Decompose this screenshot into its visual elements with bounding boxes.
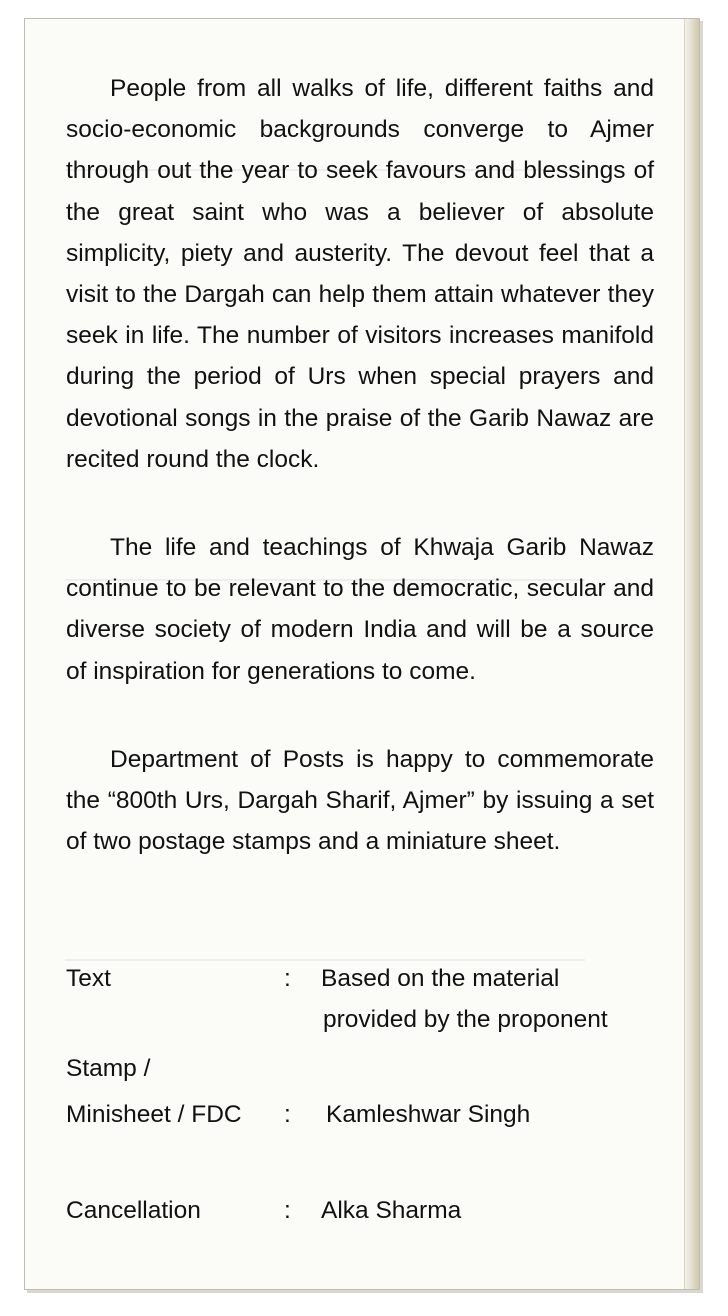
credit-text-label: Text: [66, 965, 111, 992]
credit-stamp-label-line2: Minisheet / FDC: [66, 1101, 242, 1128]
paragraph-teachings-text: The life and teachings of Khwaja Garib Nawaz continue to be relevant to the democratic, secular and diverse society of modern India and will be a source of inspiration for generations to come.: [66, 534, 654, 685]
credit-separator: :: [284, 1197, 291, 1224]
credit-cancellation-value: Alka Sharma: [321, 1197, 462, 1224]
credit-text-value-line1: Based on the material: [321, 965, 560, 992]
credit-stamp-value: Kamleshwar Singh: [326, 1101, 531, 1128]
credit-separator: :: [284, 1101, 291, 1128]
credit-cancellation-label: Cancellation: [66, 1197, 201, 1224]
credit-cancellation: [66, 1190, 666, 1231]
paragraph-commemoration: [66, 739, 654, 863]
paragraph-teachings: [66, 527, 654, 692]
credit-text-value-line2: provided by the proponent: [323, 1006, 608, 1033]
credit-separator: :: [284, 965, 291, 992]
paragraph-commemoration-text: Department of Posts is happy to commemorate the “800th Urs, Dargah Sharif, Ajmer” by issuing a set of two postage stamps and a miniature sheet.: [66, 746, 654, 856]
credit-stamp: [66, 1048, 666, 1138]
credit-stamp-label-line1: Stamp /: [66, 1055, 151, 1082]
page-fold-edge: [684, 19, 699, 1289]
paragraph-pilgrims-text: People from all walks of life, different faiths and socio-economic backgrounds converge to Ajmer through out the year to seek favours and blessings of the great saint who was a believer of absolute simplicity, piety and austerity. The devout feel that a visit to the Dargah can help them attain whatever they seek in life. The number of visitors increases manifold during the period of Urs when special prayers and devotional songs in the praise of the Garib Nawaz are recited round the clock.: [66, 75, 654, 473]
paragraph-pilgrims: [66, 68, 654, 480]
credit-text: [66, 958, 666, 1048]
